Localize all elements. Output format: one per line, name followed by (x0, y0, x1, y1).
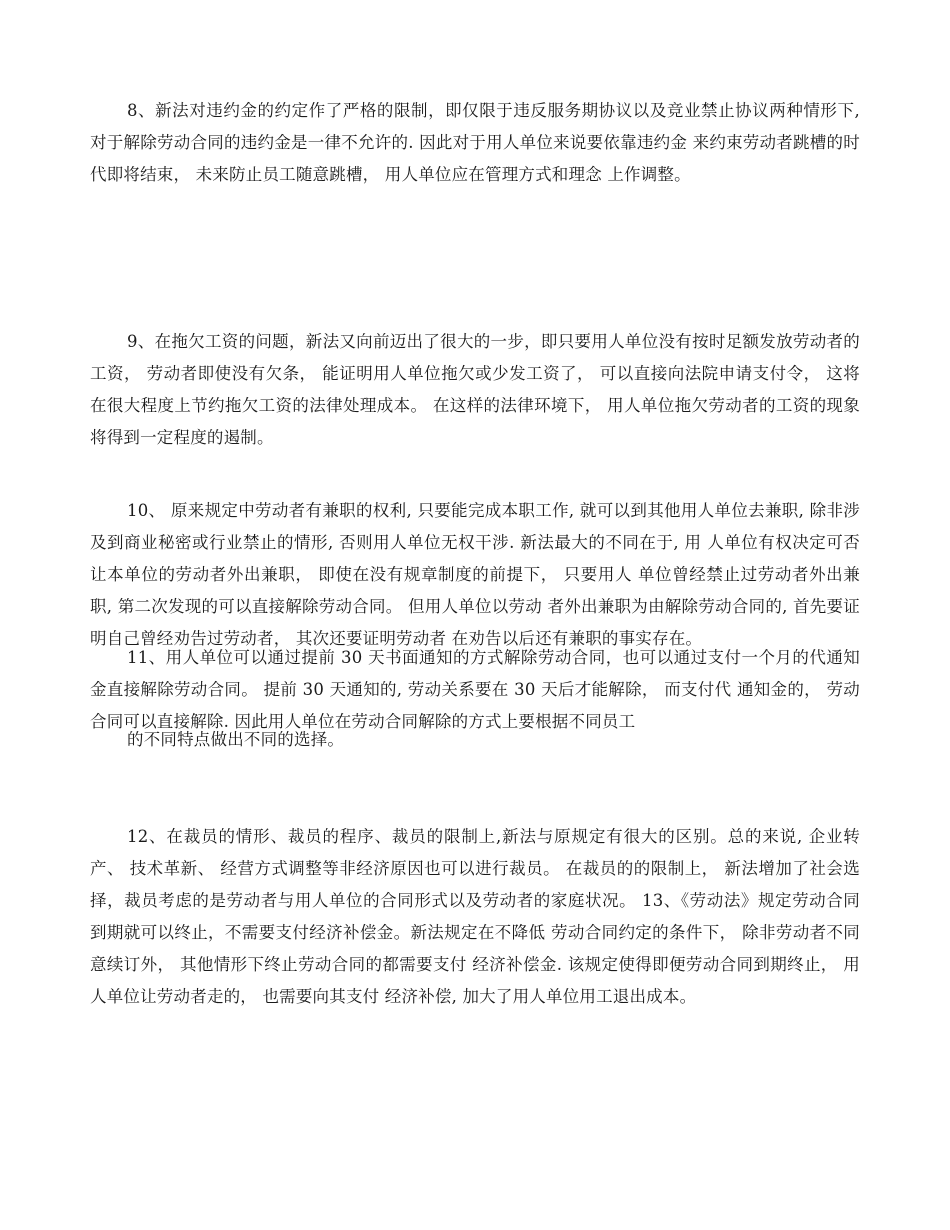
paragraph-9: 9、在拖欠工资的问题，新法又向前迈出了很大的一步，即只要用人单位没有按时足额发放劳动者的工资， 劳动者即使没有欠条， 能证明用人单位拖欠或少发工资了， 可以直接向法院申请支付令， 这将在很大程度上节约拖欠工资的法律处理成本。 在这样的法律环境下， 用人单位拖欠劳动者的工资的现象将得到一定程度的遏制。 (90, 332, 860, 447)
paragraph-11: 11、用人单位可以通过提前 30 天书面通知的方式解除劳动合同，也可以通过支付一个月的代通知金直接解除劳动合同。 提前 30 天通知的, 劳动关系要在 30 天后才能解除， 而支付代 通知金的， 劳动合同可以直接解除. 因此用人单位在劳动合同解除的方式上要根据不同员工 (90, 648, 860, 731)
paragraph-8: 8、新法对违约金的约定作了严格的限制，即仅限于违反服务期协议以及竞业禁止协议两种情形下, 对于解除劳动合同的违约金是一律不允许的. 因此对于用人单位来说要依靠违约金 来约束劳动者跳槽的时代即将结束， 未来防止员工随意跳槽， 用人单位应在管理方式和理念 上作调整。 (90, 101, 860, 184)
paragraph-10: 10、 原来规定中劳动者有兼职的权利, 只要能完成本职工作, 就可以到其他用人单位去兼职, 除非涉及到商业秘密或行业禁止的情形, 否则用人单位无权干涉. 新法最大的不同在于, 用 人单位有权决定可否让本单位的劳动者外出兼职， 即使在没有规章制度的前提下， 只要用人 单位曾经禁止过劳动者外出兼职, 第二次发现的可以直接解除劳动合同。 但用人单位以劳动 者外出兼职为由解除劳动合同的, 首先要证明自己曾经劝告过劳动者， 其次还要证明劳动者 在劝告以后还有兼职的事实存在。 (90, 501, 860, 648)
paragraph-12: 12、在裁员的情形、裁员的程序、裁员的限制上,新法与原规定有很大的区别。总的来说, 企业转产、 技术革新、 经营方式调整等非经济原因也可以进行裁员。 在裁员的的限制上， 新法增加了社会选择，裁员考虑的是劳动者与用人单位的合同形式以及劳动者的家庭状况。 13、《劳动法》规定劳动合同到期就可以终止，不需要支付经济补偿金。新法规定在不降低 劳动合同约定的条件下， 除非劳动者不同意续订外， 其他情形下终止劳动合同的都需要支付 经济补偿金. 该规定使得即便劳动合同到期终止， 用人单位让劳动者走的， 也需要向其支付 经济补偿, 加大了用人单位用工退出成本。 (90, 827, 860, 1006)
paragraph-11-continuation: 的不同特点做出不同的选择。 (127, 730, 345, 749)
